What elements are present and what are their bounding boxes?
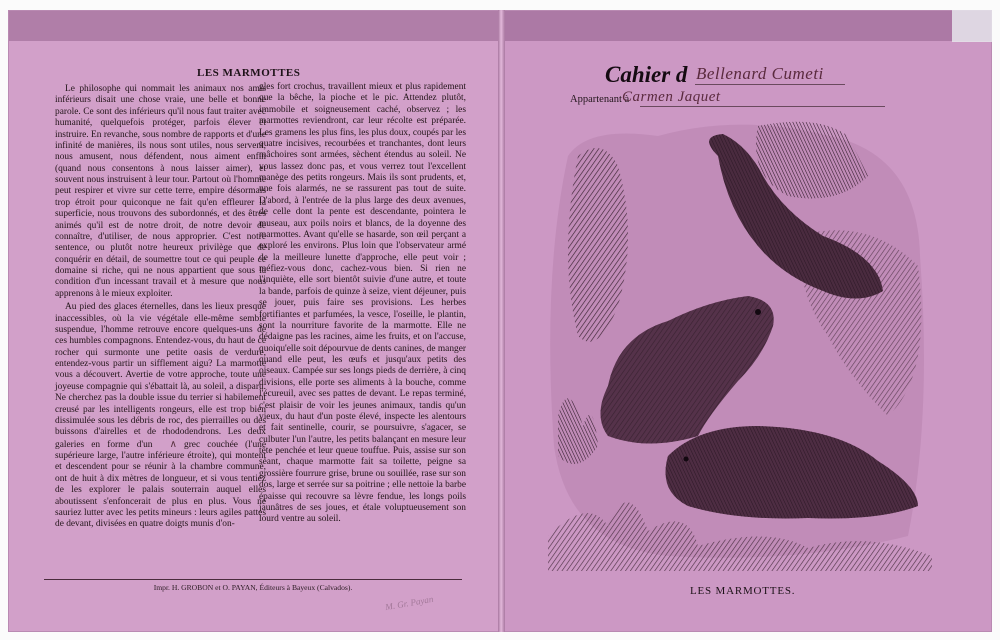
owner-line <box>640 106 885 107</box>
article-paragraph: gles fort crochus, travaillent mieux et plus rapidement que la bêche, la pioche et le pic. Attendez plutôt, immobile et soigneusement caché, observez ; les marmottes reviendront, car leur récolte est préparée. Les gramens les plus fins, les plus doux, coupés par les quatre incisives, recourbées et tranchantes, dont leurs mâchoires sont armées, sèchent étendus au soleil. Ne vous lassez donc pas, et vous verrez tout l'excellent manège des petits rongeurs. Mais ils sont prudents, et, une fois alarmés, ne se rassurent pas tout de suite. D'abord, à l'entrée de la plus large des deux avenues, de celle dont la pente est descendante, pointera le museau, aux poils noirs et blancs, de la doyenne des marmottes. Avant qu'elle se hasarde, son œil perçant a exploré les environs. Plus loin que l'observateur armé de la meilleure lunette d'approche, elle peut voir ; méfiez-vous donc, cachez-vous bien. Si rien ne l'inquiète, elle sort bientôt suivie d'une autre, et toute la bande, parfois de quinze à seize, vient déjeuner, puis se jouer, puis faire ses provisions. Les herbes fortifiantes et parfumées, la vesce, l'oseille, le plantin, sont la nourriture favorite de la marmotte. Elle ne dédaigne pas les racines, aime les fruits, et on l'accuse, quoiqu'elle soit dépourvue de dents canines, de manger quand elle peut, les œufs et jusqu'aux petits des oiseaux. Campée sur ses longs pieds de derrière, à cinq divisions, elle porte ses aliments à la bouche, comme l'écureuil, avec ses pattes de devant. Le repas terminé, c'est plaisir de voir les jeunes animaux, tandis qu'un vieux, du haut d'un poste élevé, inspecte les alentours et fait sentinelle, courir, se poursuivre, s'agacer, se culbuter l'un l'autre, les petits balançant en mesure leur tête penchée et leur queue touffue. Puis, assise sur son séant, chaque marmotte fait sa toilette, peigne sa grossière fourrure grise, brune ou souillée, rase sur son dos, large et serrée sur sa poitrine ; elle nettoie la barbe épaisse qui recouvre sa lèvre fendue, les longs poils jaunâtres de ses joues, et étale voluptueusement son lourd ventre au soleil. <box>259 82 466 525</box>
imprint-rule <box>44 579 462 580</box>
lambda-glyph: ∧ <box>169 438 177 450</box>
article-paragraph: Le philosophe qui nommait les animaux nos amis inférieurs disait une chose vraie, une belle et bonne parole. Ce sont des inférieurs qu'il nous faut traiter avec humanité, quelquefois protéger, parfois élever et instruire. En revanche, sous nombre de rapports et d'une infinité de manières, ils nous sont utiles, nous servent, nous amusent, nous défendent, nous aiment enfin (quand nous consentons à nous laisser aimer), et souvent nous instruisent à leur tour. Partout où l'homme peut respirer et vivre sur cette terre, empire désormais trop étroit pour quiconque ne fait qu'en effleurer la superficie, nous trouvons des subordonnés, et des êtres animés qu'il est de notre droit, de notre devoir de connaître, d'utiliser, de nous approprier. C'est notre sentence, ou plutôt notre heureux privilège que de conquérir en détail, de soumettre tout ce qui peuple ce domaine si riche, qui ne nous appartient que sous la condition d'un incessant travail et à mesure que nous apprenons à le mieux exploiter. <box>55 84 266 299</box>
right-page-top-shade <box>504 11 991 41</box>
left-page-top-shade <box>9 11 499 41</box>
owner-label: Appartenant à <box>570 94 630 105</box>
article-column-2 <box>259 82 466 528</box>
article-paragraph-text: grec couchée (l'une supérieure large, l'autre inférieure étroite), qui montent et descendent pour se réunir à la chambre commune, ont de huit à dix mètres de longueur, et si vous tentiez de les explorer le palais souterrain auquel elles aboutissent s'enfoncerait de plus en plus. Vous ne sauriez lutter avec les petits mineurs : leurs agiles pattes de devant, divisées en quatre doigts munis d'on- <box>55 439 267 530</box>
marmot-eye <box>755 309 761 315</box>
center-fold <box>498 10 505 632</box>
article-title: LES MARMOTTES <box>197 67 301 79</box>
printer-imprint: Impr. H. GROBON et O. PAYAN, Éditeurs à Bayeux (Calvados). <box>153 583 353 592</box>
article-paragraph <box>55 302 266 531</box>
corner-tab <box>952 10 992 42</box>
faded-stamp: M. Gr. Payan <box>384 593 434 613</box>
handwritten-owner: Carmen Jaquet <box>622 89 721 105</box>
name-line <box>695 84 845 85</box>
marmots-engraving <box>548 116 932 571</box>
cover-title: Cahier d <box>605 62 688 87</box>
marmot-eye <box>684 457 689 462</box>
article-paragraph-text: Au pied des glaces éternelles, dans les lieux presque inaccessibles, où la vie végétale elle-même semble suspendue, l'homme retrouve encore quelques-uns de ces humbles compagnons. Entendez-vous, du haut de ce rocher qui surmonte une petite oasis de verdure, entendez-vous partir un sifflement aigu? La marmotte vous a découvert. Avertie de votre approche, toute une joyeuse compagnie qui s'ébattait là, au soleil, a disparu. Ne cherchez pas la double issue du terrier si habilement creusé par les intelligents rongeurs, elle est trop bien dissimulée sous les débris de roc, des pierrailles ou des buissons d'airelles et de rhododendrons. Les deux galeries en forme d'un <box>55 302 266 450</box>
handwritten-name: Bellenard Cumeti <box>696 64 824 83</box>
article-column-1 <box>55 84 266 533</box>
engraving-caption: LES MARMOTTES. <box>690 585 796 597</box>
